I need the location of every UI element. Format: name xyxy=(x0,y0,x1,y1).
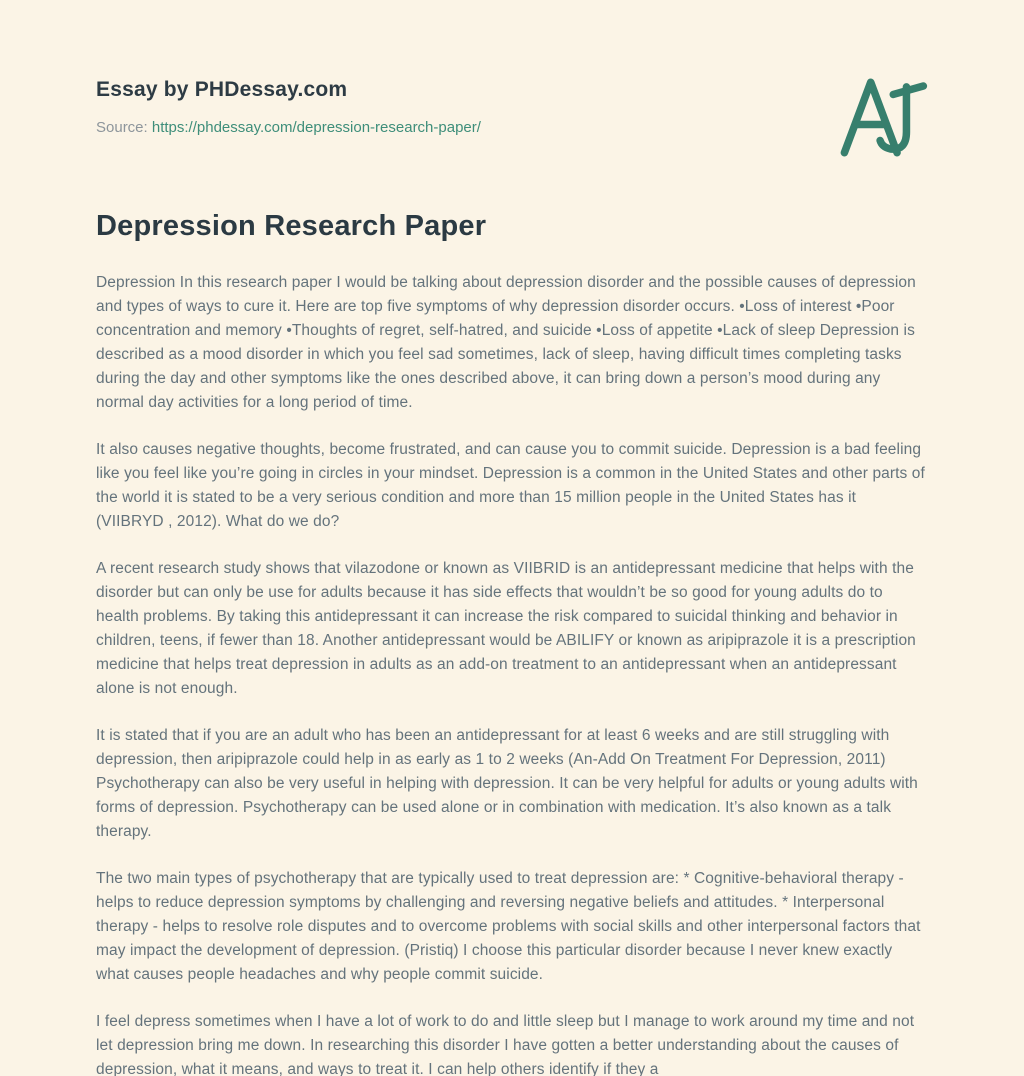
article-title: Depression Research Paper xyxy=(96,210,487,242)
article-paragraph: Depression In this research paper I would be talking about depression disorder and the possible causes of depression and types of ways to cure it. Here are top five symptoms of why depression disorder occurs. •Loss of interest •Poor concentration and memory •Thoughts of regret, self-hatred, and suicide •Loss of appetite •Lack of sleep Depression is described as a mood disorder in which you feel sad sometimes, lack of sleep, having difficult times completing tasks during the day and other symptoms like the ones described above, it can bring down a person’s mood during any normal day activities for a long period of time. xyxy=(96,274,916,411)
site-title: Essay by PHDessay.com xyxy=(96,78,348,101)
article-paragraph: It is stated that if you are an adult who has been an antidepressant for at least 6 weeks and are still struggling with depression, then aripiprazole could help in as early as 1 to 2 weeks (An-Add On Treatment For Depression, 2011) Psychotherapy can also be very useful in helping with depression. It can be very helpful for adults or young adults with forms of depression. Psychotherapy can be used alone or in combination with medication. It’s also known as a talk therapy. xyxy=(96,727,918,840)
article-paragraph: A recent research study shows that vilazodone or known as VIIBRID is an antidepressant medicine that helps with the disorder but can only be use for adults because it has side effects that wouldn’t be so good for young adults do to health problems. By taking this antidepressant it can increase the risk compared to suicidal thinking and behavior in children, teens, if fewer than 18. Another antidepressant would be ABILIFY or known as aripiprazole it is a prescription medicine that helps treat depression in adults as an add-on treatment to an antidepressant when an antidepressant alone is not enough. xyxy=(96,560,916,697)
article-body xyxy=(96,271,928,1076)
article-paragraph: The two main types of psychotherapy that are typically used to treat depression are: * Cognitive-behavioral therapy - helps to reduce depression symptoms by challenging and reversing negative beliefs and attitudes. * Interpersonal therapy - helps to resolve role disputes and to overcome problems with social skills and other interpersonal factors that may impact the development of depression. (Pristiq) I choose this particular disorder because I never knew exactly what causes people headaches and why people commit suicide. xyxy=(96,870,921,983)
phdessay-logo-icon xyxy=(834,70,930,164)
source-line xyxy=(96,119,928,136)
source-url-link[interactable]: https://phdessay.com/depression-research-paper/ xyxy=(151,119,481,136)
article-paragraph: I feel depress sometimes when I have a lot of work to do and little sleep but I manage to work around my time and not let depression bring me down. In researching this disorder I have gotten a better understanding about the causes of depression, what it means, and ways to treat it. I can help others identify if they a xyxy=(96,1013,915,1076)
article-paragraph: It also causes negative thoughts, become frustrated, and can cause you to commit suicide. Depression is a bad feeling like you feel like you’re going in circles in your mindset. Depression is a common in the United States and other parts of the world it is stated to be a very serious condition and more than 15 million people in the United States has it (VIIBRYD , 2012). What do we do? xyxy=(96,441,925,530)
source-label: Source: xyxy=(96,119,148,136)
phdessay-logo[interactable] xyxy=(834,70,930,164)
